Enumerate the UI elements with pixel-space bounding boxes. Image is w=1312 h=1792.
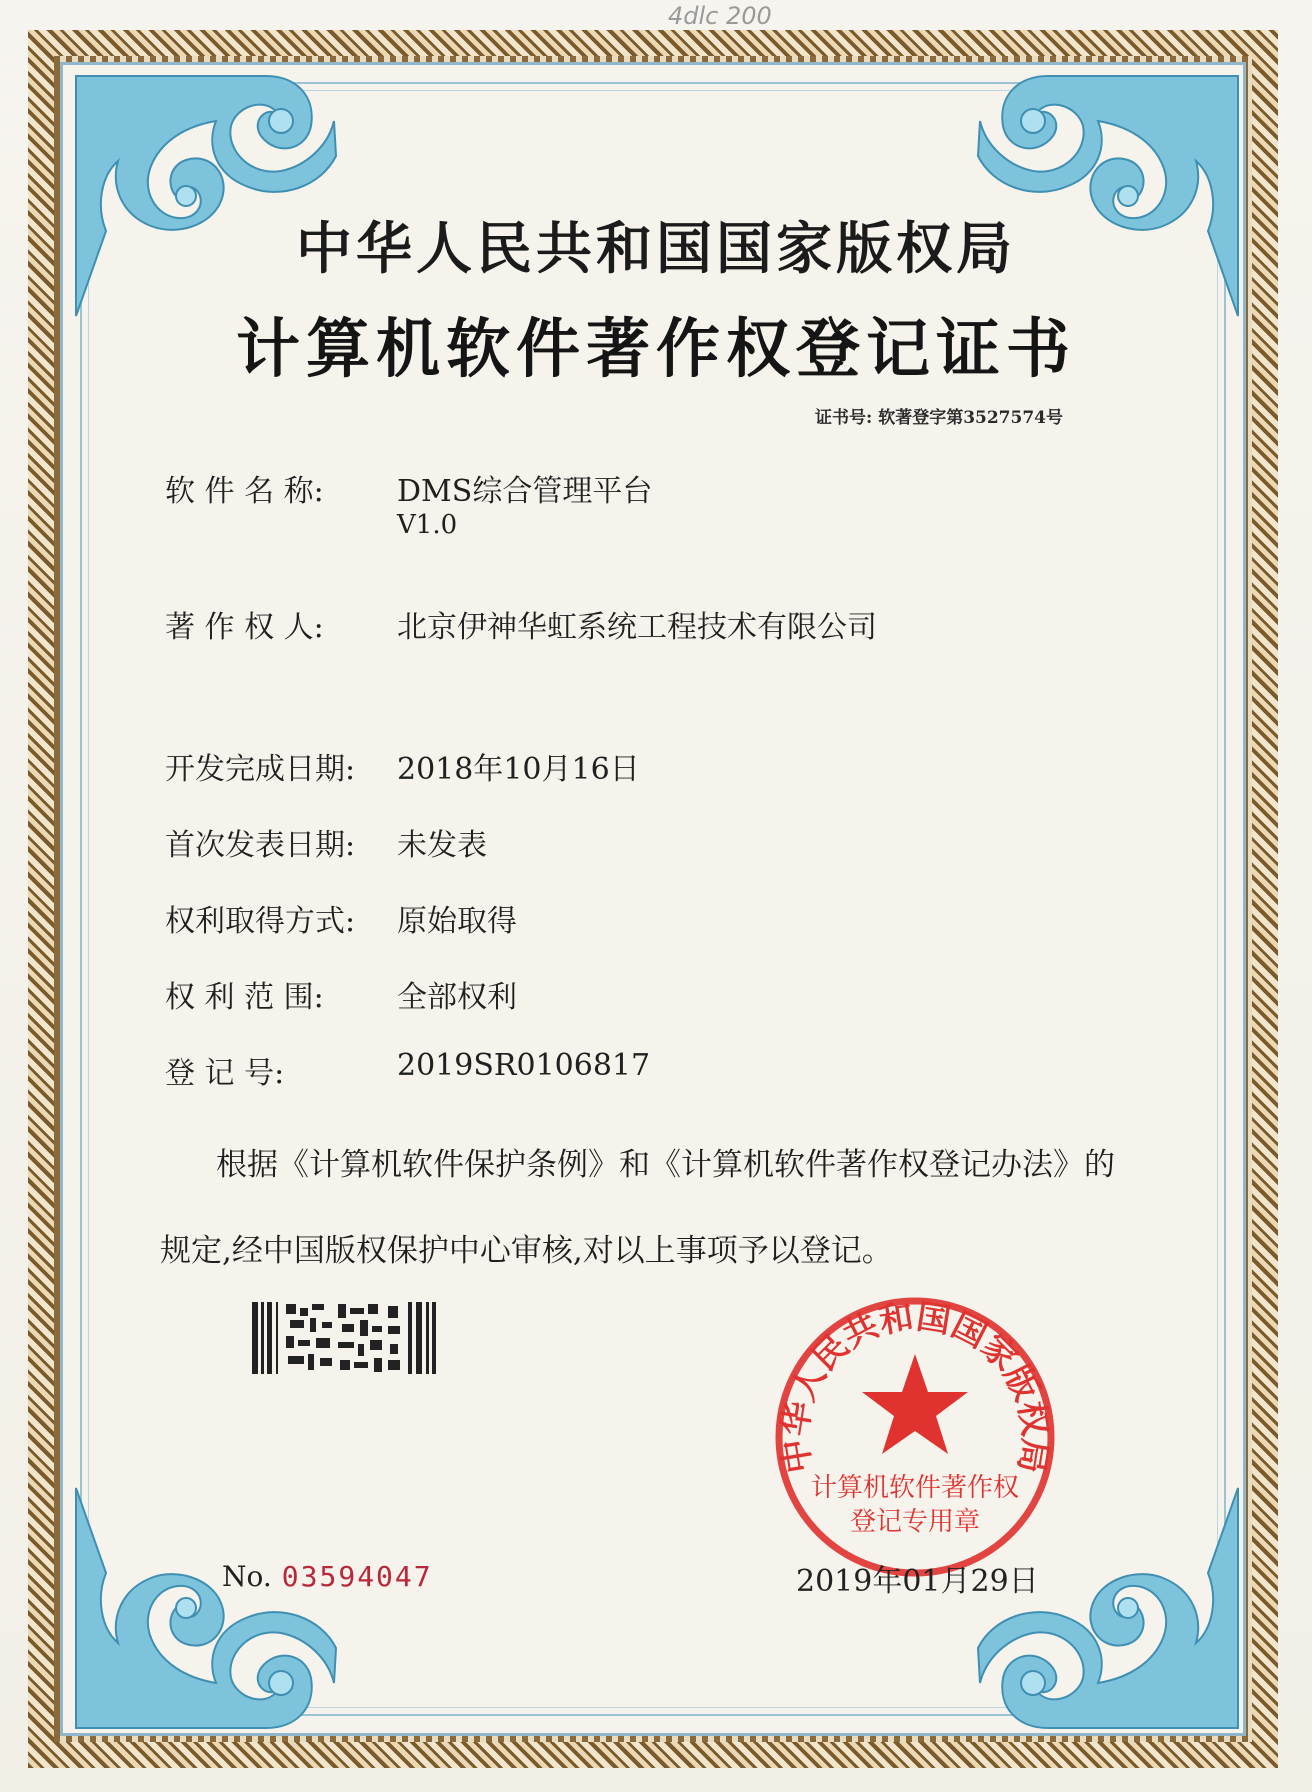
dev-date-row	[165, 744, 640, 788]
corner-ornament-icon	[968, 66, 1248, 326]
corner-ornament-icon	[66, 66, 346, 326]
owner-label: 著 作 权 人:	[165, 610, 324, 645]
dev-date-value: 2018年10月16日	[397, 752, 640, 787]
pub-date-label: 首次发表日期:	[165, 828, 356, 863]
serial-value: 03594047	[281, 1560, 433, 1593]
software-version: V1.0	[397, 510, 458, 540]
pencil-annotation: 4dlc 200	[668, 2, 772, 30]
acquire-label: 权利取得方式:	[165, 904, 356, 939]
corner-ornament-icon	[66, 1478, 346, 1738]
owner-value: 北京伊神华虹系统工程技术有限公司	[397, 610, 877, 645]
certificate-number: 证书号: 软著登字第3527574号	[815, 408, 1063, 428]
acquire-value: 原始取得	[397, 904, 517, 939]
qr-barcode-icon	[252, 1302, 436, 1374]
issuing-authority: 中华人民共和国国家版权局	[296, 216, 1016, 282]
seal-inner-line-1: 计算机软件著作权	[810, 1473, 1020, 1503]
statement-line-1: 根据《计算机软件保护条例》和《计算机软件著作权登记办法》的	[216, 1147, 1115, 1183]
pub-date-row	[165, 820, 487, 864]
dev-date-label: 开发完成日期:	[165, 752, 356, 787]
pub-date-value: 未发表	[397, 828, 487, 863]
reg-number-row	[165, 1048, 650, 1092]
scope-row	[165, 972, 517, 1016]
reg-number-value: 2019SR0106817	[397, 1048, 651, 1083]
statement-line-2: 规定,经中国版权保护中心审核,对以上事项予以登记。	[160, 1233, 893, 1269]
serial-number	[222, 1560, 433, 1593]
reg-number-label: 登 记 号:	[165, 1056, 285, 1091]
software-name-value: DMS综合管理平台	[397, 474, 653, 509]
software-name-label: 软 件 名 称:	[165, 474, 324, 509]
acquire-row	[165, 896, 517, 940]
seal-inner-line-2: 登记专用章	[849, 1507, 981, 1537]
software-name-row	[165, 466, 652, 510]
owner-row	[165, 602, 877, 646]
seal-star-icon	[862, 1354, 968, 1454]
scope-label: 权 利 范 围:	[165, 980, 324, 1015]
issue-date: 2019年01月29日	[796, 1564, 1039, 1599]
certificate-title: 计算机软件著作权登记证书	[236, 312, 1076, 387]
official-seal	[770, 1292, 1060, 1582]
scope-value: 全部权利	[397, 980, 517, 1015]
seal-outer-text: 中华人民共和国国家版权局	[775, 1296, 1055, 1476]
serial-label: No.	[222, 1560, 272, 1593]
